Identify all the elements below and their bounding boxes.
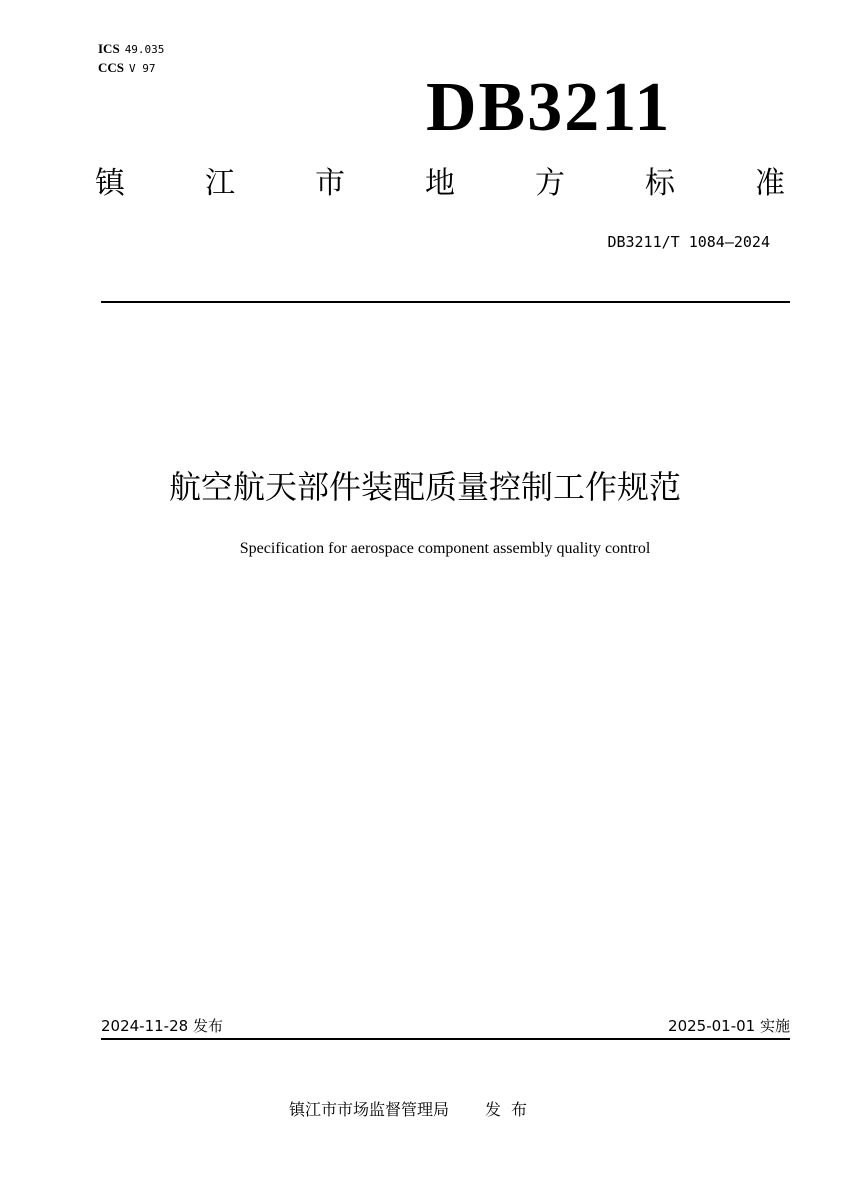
ccs-row xyxy=(98,59,164,78)
ics-label: ICS xyxy=(98,41,120,56)
document-title-english: Specification for aerospace component assembly quality control xyxy=(239,540,651,557)
standard-type-char: 镇 xyxy=(95,166,125,201)
standard-type-char: 标 xyxy=(645,166,675,201)
top-divider xyxy=(101,301,790,303)
standard-type-char: 准 xyxy=(755,166,785,201)
effective-date: 2025-01-01 实施 xyxy=(668,1017,790,1035)
issuer-line xyxy=(289,1098,537,1122)
issuer-action: 发布 xyxy=(485,1100,538,1119)
standard-number: DB3211/T 1084—2024 xyxy=(607,233,770,251)
ics-row xyxy=(98,40,164,59)
standard-logo: DB3211 xyxy=(426,69,672,146)
ccs-label: CCS xyxy=(98,60,125,75)
standard-type-char: 地 xyxy=(425,166,455,201)
standard-type-char: 市 xyxy=(315,166,345,201)
standard-type-char: 江 xyxy=(205,166,235,201)
standard-type-heading xyxy=(95,162,785,206)
ccs-value: V 97 xyxy=(129,62,156,75)
bottom-divider xyxy=(101,1038,790,1040)
document-title-chinese: 航空航天部件装配质量控制工作规范 xyxy=(168,468,681,506)
publish-date: 2024-11-28 发布 xyxy=(101,1017,223,1035)
ics-value: 49.035 xyxy=(124,43,165,56)
issuer-name: 镇江市市场监督管理局 xyxy=(289,1100,450,1119)
standard-type-char: 方 xyxy=(535,166,565,201)
classification-codes xyxy=(98,40,164,78)
